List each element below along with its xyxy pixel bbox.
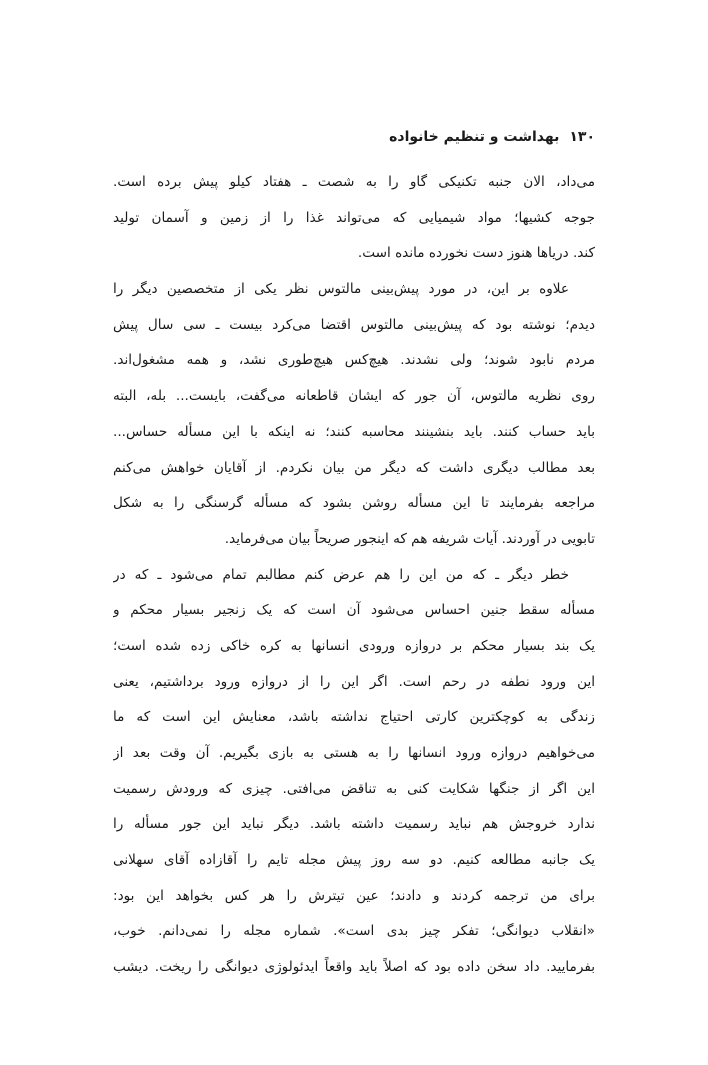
text-line: مسأله سقط جنین احساس می‌شود آن است که یک زنجیر بسیار محکم و [113, 602, 595, 619]
text-line: «انقلاب دیوانگی؛ تفکر چیز بدی است». شماره مجله را نمی‌دانم. خوب، [113, 923, 595, 940]
text-line: تابویی در آوردند. آیات شریفه هم که اینجور صریحاً بیان می‌فرماید. [224, 530, 595, 547]
text-line: ندارد خروجش هم نباید رسمیت داشته باشد. دیگر نباید این جور مسأله را [113, 816, 595, 833]
text-line: مردم نابود شوند؛ ولی نشدند. هیچ‌کس هیچ‌طوری نشد، و همه مشغول‌اند. [113, 352, 595, 369]
text-line: زندگی به کوچکترین کارتی احتیاج نداشته باشد، معنایش این است که ما [113, 709, 595, 726]
text-line: بفرمایید. داد سخن داده بود که اصلاً باید واقعاً ایدئولوژی دیوانگی را ریخت. دیشب [113, 959, 595, 976]
chapter-title: بهداشت و تنظیم خانواده [389, 129, 560, 145]
text-line: خطر دیگر ـ که من این را هم عرض کنم مطالبم تمام می‌شود ـ که در [113, 566, 569, 583]
text-line: برای من ترجمه کردند و دادند؛ عین تیترش را هر کس بخواهد این بود: [113, 887, 595, 904]
page-number: ۱۳۰ [569, 129, 595, 145]
text-line: دیدم؛ نوشته بود که پیش‌بینی مالتوس اقتضا می‌کرد بیست ـ سی سال پیش [113, 316, 595, 333]
text-line: یک جانبه مطالعه کنیم. دو سه روز پیش مجله تایم را آقازاده آقای سهلانی [113, 852, 595, 869]
text-line: یک بند بسیار محکم بر دروازه ورودی انسانها به کره خاکی زده شده است؛ [113, 637, 595, 654]
text-line: می‌خواهیم دروازه ورود انسانها را به هستی به بازی بگیریم. آن وقت بعد از [113, 745, 595, 761]
text-line: بعد مطالب دیگری داشت که دیگر من بیان نکردم. از آقایان خواهش می‌کنم [113, 459, 595, 476]
text-line: می‌داد، الان جنبه تکنیکی گاو را به شصت ـ هفتاد کیلو پیش برده است. [113, 174, 595, 190]
text-line: روی نظریه مالتوس، آن جور که ایشان قاطعانه می‌گفت، بایست... بله، البته [113, 388, 595, 405]
text-line: باید حساب کنند. باید بنشینند محاسبه کنند؛ نه اینکه با این مسأله حساس... [113, 423, 595, 440]
text-line: این اگر از جنگها شکایت کنی به تناقض می‌افتی. چیزی که ورودش رسمیت [113, 780, 595, 797]
text-line: علاوه بر این، در مورد پیش‌بینی مالتوس نظر یکی از متخصصین دیگر را [113, 281, 569, 298]
text-line: این ورود نطفه در رحم است. اگر این را از دروازه ورود برداشتیم، یعنی [113, 673, 595, 690]
text-line: کند. دریاها هنوز دست نخورده مانده است. [357, 245, 595, 262]
text-line: مراجعه بفرمایند تا این مسأله روشن بشود که مسأله گرسنگی را به شکل [113, 495, 595, 512]
running-header [113, 124, 595, 150]
body-text [113, 165, 595, 986]
text-line: جوجه کشیها؛ مواد شیمیایی که می‌تواند غذا را از زمین و آسمان تولید [113, 209, 595, 226]
